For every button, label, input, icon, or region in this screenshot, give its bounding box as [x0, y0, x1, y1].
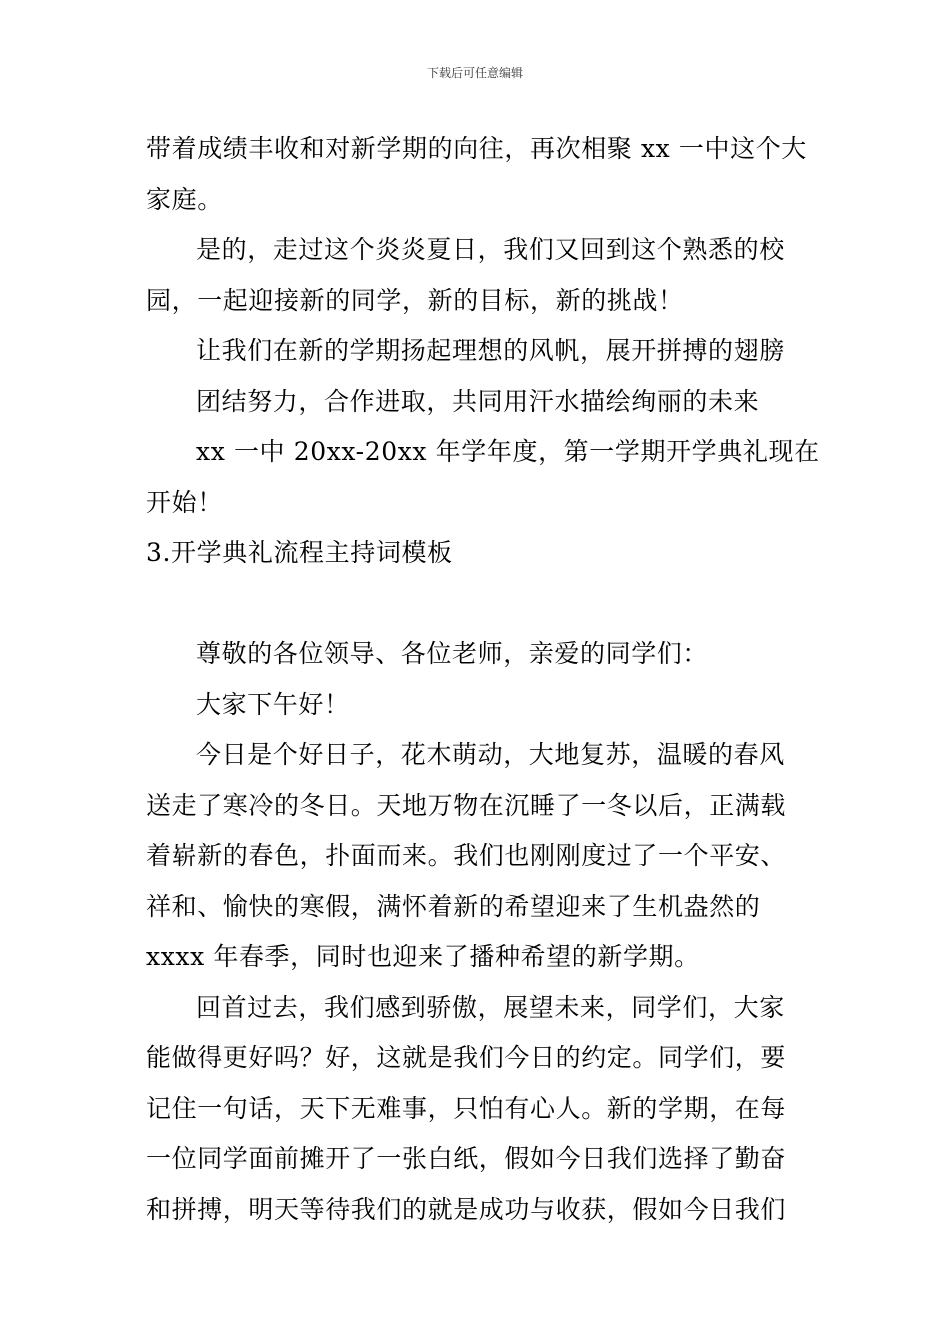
page-header-note: 下载后可任意编辑 [426, 66, 523, 80]
text-line: 园，一起迎接新的同学，新的目标，新的挑战！ [146, 285, 684, 315]
text-line: 开始！ [146, 487, 223, 517]
blank-line [146, 579, 810, 630]
text-line: xxxx 年春季，同时也迎来了播种希望的新学期。 [146, 942, 700, 971]
section-heading: 3.开学典礼流程主持词模板 [146, 538, 453, 567]
text-line: xx 一中 20xx-20xx 年学年度，第一学期开学典礼现在 [196, 437, 820, 466]
text-line: 大家下午好！ [196, 689, 350, 719]
text-line: 记住一句话，天下无难事，只怕有心人。新的学期，在每 [146, 1093, 787, 1123]
text-line: 能做得更好吗？好，这就是我们今日的约定。同学们，要 [146, 1043, 787, 1072]
text-line: 回首过去，我们感到骄傲，展望未来，同学们，大家 [196, 992, 785, 1022]
text-line: 家庭。 [146, 184, 223, 214]
text-line: 团结努力，合作进取，共同用汗水描绘绚丽的未来 [196, 386, 760, 416]
document-body [146, 124, 820, 1235]
text-line: 祥和、愉快的寒假，满怀着新的希望迎来了生机盎然的 [146, 891, 761, 921]
text-line: 和拼搏，明天等待我们的就是成功与收获，假如今日我们 [146, 1194, 787, 1224]
text-line: 送走了寒冷的冬日。天地万物在沉睡了一冬以后，正满载 [146, 790, 787, 820]
text-line: 让我们在新的学期扬起理想的风帆，展开拼搏的翅膀 [196, 336, 785, 365]
text-line: 是的，走过这个炎炎夏日，我们又回到这个熟悉的校 [196, 235, 785, 264]
text-line: 今日是个好日子，花木萌动，大地复苏，温暖的春风 [196, 740, 785, 769]
text-line: 带着成绩丰收和对新学期的向往，再次相聚 xx 一中这个大 [146, 134, 807, 163]
text-line: 尊敬的各位领导、各位老师，亲爱的同学们： [196, 639, 709, 668]
text-line: 着崭新的春色，扑面而来。我们也刚刚度过了一个平安、 [146, 841, 787, 870]
text-line: 一位同学面前摊开了一张白纸，假如今日我们选择了勤奋 [146, 1144, 787, 1173]
